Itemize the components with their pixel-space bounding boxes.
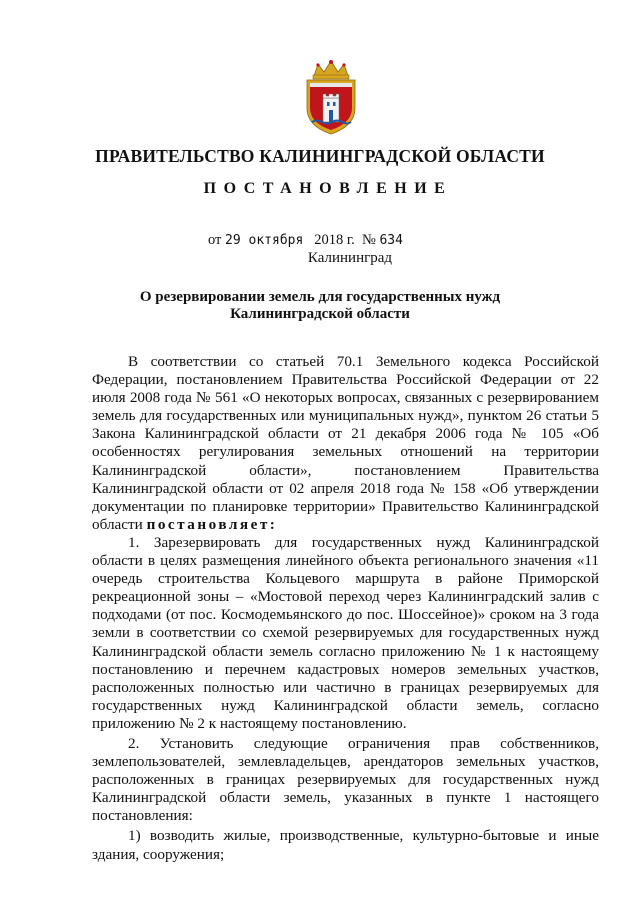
date-number-line	[208, 232, 403, 249]
organization-title: ПРАВИТЕЛЬСТВО КАЛИНИНГРАДСКОЙ ОБЛАСТИ	[95, 146, 545, 166]
document-body	[92, 353, 599, 864]
kaliningrad-coat-of-arms-icon	[300, 58, 362, 136]
item-2-paragraph: 2. Установить следующие ограничения прав собственников, землепользователей, землевладельцев, арендаторов земельных участков, расположенных в границах резервируемых для государственных нужд Калининградской области земель, указанных в пункте 1 настоящего постановления:	[92, 734, 599, 825]
document-subject	[0, 289, 640, 323]
number-label: №	[362, 232, 376, 248]
preamble-verb: постановляет:	[146, 515, 278, 533]
date-prefix: от	[208, 232, 222, 248]
subject-line-2: Калининградской области	[230, 306, 410, 322]
item-2-subitem-1: 1) возводить жилые, производственные, культурно-бытовые и иные здания, сооружения;	[92, 827, 599, 863]
date-day-month: 29 октября	[225, 233, 304, 248]
date-year: 2018 г.	[314, 232, 355, 248]
preamble-paragraph	[92, 353, 599, 534]
subject-line-1: О резервировании земель для государственных нужд	[139, 289, 501, 305]
preamble-text: В соответствии со статьей 70.1 Земельного кодекса Российской Федерации, постановлением Правительства Российской Федерации от 22 июля 2008 года № 561 «О некоторых вопросах, связанных с резервированием земель для государственных или муниципальных нужд», пунктом 26 статьи 5 Закона Калининградской области от 21 декабря 2006 года № 105 «Об особенностях регулирования земельных отношений на территории Калининградской области», постановлением Правительства Калининградской области от 02 апреля 2018 года № 158 «Об утверждении документации по планировке территории» Правительство Калининградской области	[92, 353, 599, 533]
item-1-paragraph: 1. Зарезервировать для государственных нужд Калининградской области в целях размещения линейного объекта регионального значения «11 очередь строительства Кольцевого маршрута в районе Приморской рекреационной зоны – «Мостовой переход через Калининградский залив с подходами (от пос. Космодемьянского до пос. Шоссейное)» сроком на 3 года земли в соответствии со схемой резервируемых для государственных нужд Калининградской области земель согласно приложению № 1 к настоящему постановлению и перечнем кадастровых номеров земельных участков, расположенных полностью или частично в границах резервируемых для государственных нужд Калининградской области земель, согласно приложению № 2 к настоящему постановлению.	[92, 533, 599, 732]
document-type: ПОСТАНОВЛЕНИЕ	[203, 180, 453, 197]
document-number: 634	[379, 233, 403, 248]
city: Калининград	[307, 250, 393, 266]
